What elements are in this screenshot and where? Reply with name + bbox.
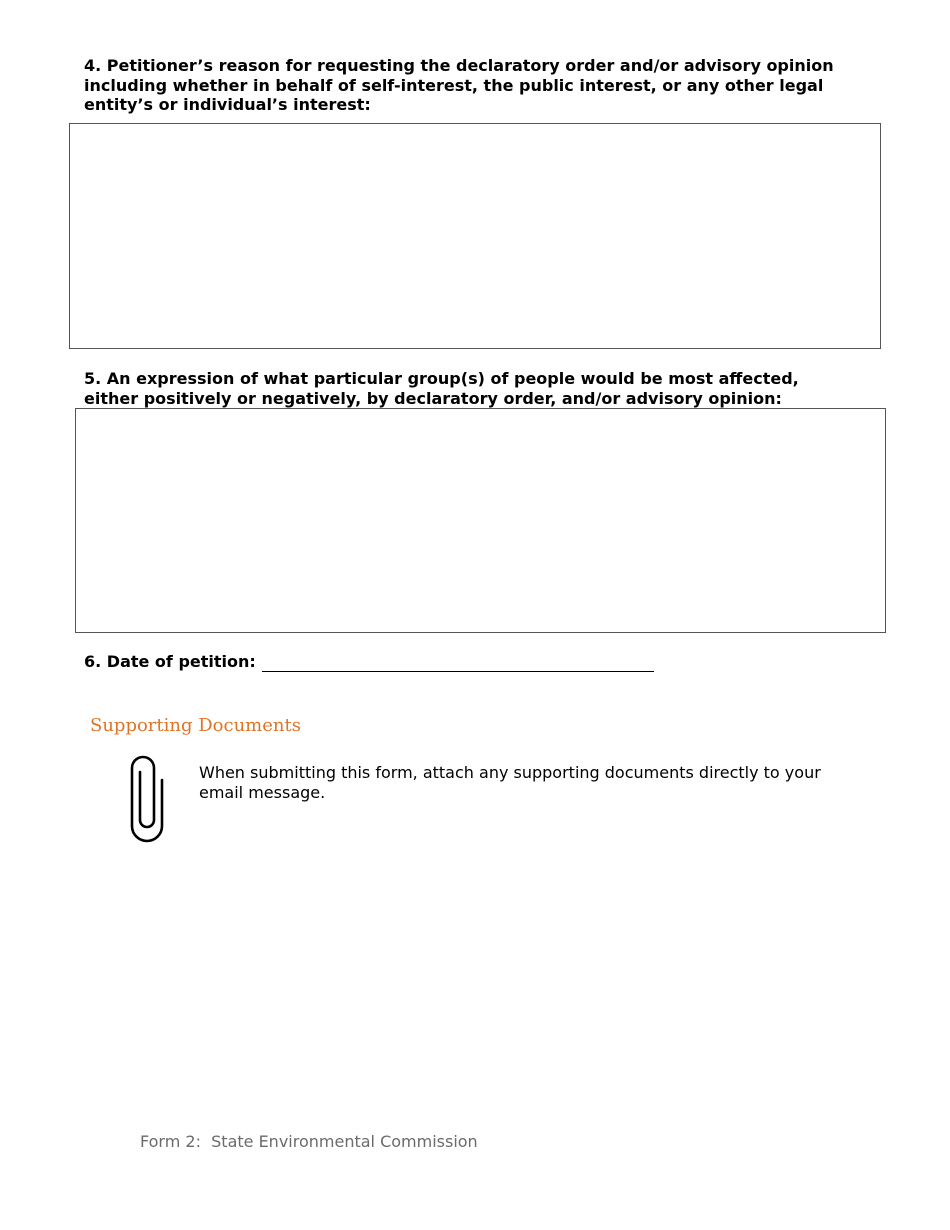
footer-form-title: Form 2: State Environmental Commission — [140, 1132, 478, 1151]
question-5-label: 5. An expression of what particular group(s) of people would be most affected, either positively or negatively, by declaratory order, and/or advisory opinion: — [84, 369, 799, 408]
question-4-label: 4. Petitioner’s reason for requesting the declaratory order and/or advisory opinion including whether in behalf of self-interest, the public interest, or any other legal entity’s or individual’s interest: — [84, 56, 834, 114]
supporting-documents-heading: Supporting Documents — [90, 715, 301, 736]
date-of-petition-row — [84, 652, 654, 672]
question-4-answer-box[interactable] — [69, 123, 881, 349]
paperclip-icon — [126, 750, 168, 846]
supporting-documents-instructions: When submitting this form, attach any supporting documents directly to your email message. — [199, 763, 821, 802]
date-of-petition-label: 6. Date of petition: — [84, 652, 256, 671]
date-of-petition-field[interactable] — [262, 654, 654, 672]
question-5-answer-box[interactable] — [75, 408, 886, 633]
